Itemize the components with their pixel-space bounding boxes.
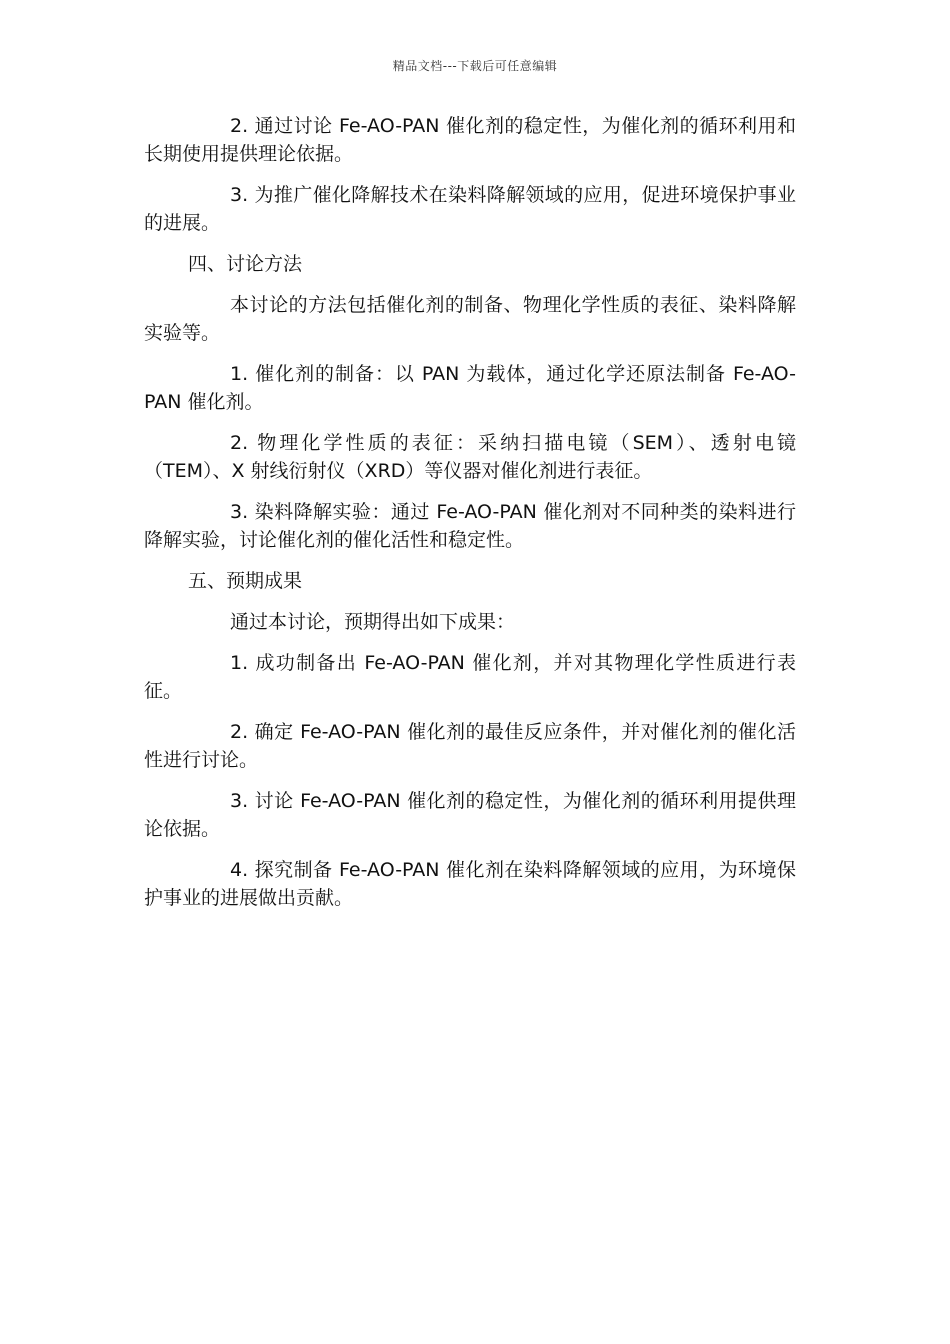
section-heading-methods: 四、讨论方法 (188, 253, 303, 275)
method-item-1: 1. 催化剂的制备：以 PAN 为载体，通过化学还原法制备 Fe-AO-PAN 催化剂。 (144, 363, 796, 413)
outcome-item-4: 4. 探究制备 Fe-AO-PAN 催化剂在染料降解领域的应用，为环境保护事业的进展做出贡献。 (144, 859, 796, 909)
method-item-3: 3. 染料降解实验：通过 Fe-AO-PAN 催化剂对不同种类的染料进行降解实验，讨论催化剂的催化活性和稳定性。 (144, 501, 796, 551)
outcome-item-2: 2. 确定 Fe-AO-PAN 催化剂的最佳反应条件，并对催化剂的催化活性进行讨论。 (144, 721, 796, 771)
page-header: 精品文档---下载后可任意编辑 (392, 59, 558, 73)
objective-item-2: 2. 通过讨论 Fe-AO-PAN 催化剂的稳定性，为催化剂的循环利用和长期使用提供理论依据。 (144, 115, 796, 165)
outcome-item-3: 3. 讨论 Fe-AO-PAN 催化剂的稳定性，为催化剂的循环利用提供理论依据。 (144, 790, 796, 840)
outcomes-intro: 通过本讨论，预期得出如下成果： (230, 611, 516, 633)
methods-intro: 本讨论的方法包括催化剂的制备、物理化学性质的表征、染料降解实验等。 (144, 294, 796, 344)
document-body (144, 112, 796, 925)
section-heading-outcomes: 五、预期成果 (188, 570, 303, 592)
objective-item-3: 3. 为推广催化降解技术在染料降解领域的应用，促进环境保护事业的进展。 (144, 184, 796, 234)
method-item-2: 2. 物理化学性质的表征：采纳扫描电镜（SEM）、透射电镜（TEM）、X 射线衍射仪（XRD）等仪器对催化剂进行表征。 (144, 432, 796, 482)
outcome-item-1: 1. 成功制备出 Fe-AO-PAN 催化剂，并对其物理化学性质进行表征。 (144, 652, 796, 702)
